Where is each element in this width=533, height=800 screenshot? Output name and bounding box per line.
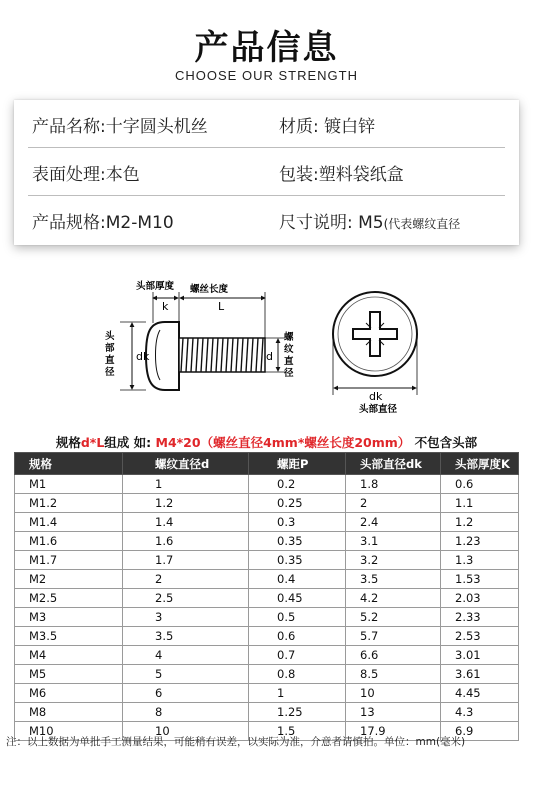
table-cell: 5.2 xyxy=(346,608,441,627)
table-cell: 0.2 xyxy=(249,475,346,494)
table-cell: 0.6 xyxy=(249,627,346,646)
table-cell: 3.5 xyxy=(346,570,441,589)
page-title: 产品信息 xyxy=(194,28,339,68)
table-cell: M2 xyxy=(15,570,123,589)
table-cell: 1.53 xyxy=(441,570,519,589)
table-cell: 1.1 xyxy=(441,494,519,513)
product-info-card xyxy=(14,100,519,245)
packaging: 包装:塑料袋纸盒 xyxy=(279,165,404,185)
table-row xyxy=(15,494,519,513)
table-cell: 6.6 xyxy=(346,646,441,665)
k-label: k xyxy=(162,300,169,313)
spec-caption xyxy=(0,433,533,451)
table-row xyxy=(15,475,519,494)
table-cell: 3.2 xyxy=(346,551,441,570)
col-header: 规格 xyxy=(15,453,123,475)
table-row xyxy=(15,570,519,589)
table-cell: 13 xyxy=(346,703,441,722)
col-header: 螺纹直径d xyxy=(123,453,249,475)
table-cell: 1.7 xyxy=(123,551,249,570)
table-cell: 3.01 xyxy=(441,646,519,665)
col-header: 头部直径dk xyxy=(346,453,441,475)
size-label: 尺寸说明: M5 xyxy=(279,213,384,233)
table-cell: M10 xyxy=(15,722,123,741)
table-cell: M1.7 xyxy=(15,551,123,570)
table-cell: 0.8 xyxy=(249,665,346,684)
table-cell: 0.3 xyxy=(249,513,346,532)
table-cell: 1.3 xyxy=(441,551,519,570)
spec-table xyxy=(14,452,519,741)
table-cell: 1 xyxy=(249,684,346,703)
table-cell: 6 xyxy=(123,684,249,703)
table-cell: 2 xyxy=(346,494,441,513)
caption-text: 组成 如: xyxy=(104,435,152,450)
caption-text: 不包含头部 xyxy=(414,435,478,450)
table-cell: 10 xyxy=(123,722,249,741)
head-diameter-vertical-label: 头 部 直 径 xyxy=(105,331,115,378)
size-description xyxy=(279,208,460,233)
table-cell: 1.25 xyxy=(249,703,346,722)
table-cell: M1 xyxy=(15,475,123,494)
L-label: L xyxy=(218,300,225,313)
table-cell: 8.5 xyxy=(346,665,441,684)
table-cell: M1.4 xyxy=(15,513,123,532)
table-cell: 1.5 xyxy=(249,722,346,741)
table-row xyxy=(15,627,519,646)
table-cell: 0.25 xyxy=(249,494,346,513)
thread-diameter-vertical-label: 螺 纹 直 径 xyxy=(284,332,294,379)
table-row xyxy=(15,703,519,722)
dk-bottom-label: dk xyxy=(369,390,383,403)
table-cell: M6 xyxy=(15,684,123,703)
thread-length-label: 螺丝长度 xyxy=(190,284,229,295)
table-cell: 2 xyxy=(123,570,249,589)
d-label: d xyxy=(266,350,273,363)
table-cell: 2.03 xyxy=(441,589,519,608)
table-cell: 1.6 xyxy=(123,532,249,551)
caption-text: 规格 xyxy=(55,435,81,450)
table-cell: 3.61 xyxy=(441,665,519,684)
table-cell: 3 xyxy=(123,608,249,627)
table-row xyxy=(15,551,519,570)
table-cell: M4 xyxy=(15,646,123,665)
dk-side-label: dk xyxy=(136,350,150,363)
table-row xyxy=(15,665,519,684)
info-row xyxy=(14,148,519,196)
table-cell: 1.23 xyxy=(441,532,519,551)
surface-finish: 表面处理:本色 xyxy=(32,165,140,185)
table-cell: 2.5 xyxy=(123,589,249,608)
product-material: 材质: 镀白锌 xyxy=(279,117,376,137)
col-header: 头部厚度K xyxy=(441,453,519,475)
table-cell: 0.5 xyxy=(249,608,346,627)
page-subtitle: CHOOSE OUR STRENGTH xyxy=(175,68,358,83)
table-cell: 0.7 xyxy=(249,646,346,665)
table-cell: 2.33 xyxy=(441,608,519,627)
table-cell: 1.4 xyxy=(123,513,249,532)
table-row xyxy=(15,646,519,665)
table-cell: M3.5 xyxy=(15,627,123,646)
table-body xyxy=(15,475,519,741)
head-diameter-label: 头部直径 xyxy=(359,404,398,415)
table-row xyxy=(15,608,519,627)
screw-head-top-view xyxy=(333,292,417,376)
info-row xyxy=(14,196,519,244)
screw-diagram xyxy=(0,270,533,430)
table-cell: 0.4 xyxy=(249,570,346,589)
table-cell: 1.2 xyxy=(441,513,519,532)
table-cell: 1 xyxy=(123,475,249,494)
head-thickness-label: 头部厚度 xyxy=(136,281,175,292)
table-cell: 17.9 xyxy=(346,722,441,741)
table-cell: 8 xyxy=(123,703,249,722)
table-cell: 4.2 xyxy=(346,589,441,608)
table-cell: 5.7 xyxy=(346,627,441,646)
table-cell: 3.1 xyxy=(346,532,441,551)
table-cell: 4.45 xyxy=(441,684,519,703)
table-cell: 0.35 xyxy=(249,551,346,570)
table-cell: M5 xyxy=(15,665,123,684)
table-cell: M1.6 xyxy=(15,532,123,551)
product-name: 产品名称:十字圆头机丝 xyxy=(32,117,208,137)
table-cell: 0.35 xyxy=(249,532,346,551)
table-cell: 4.3 xyxy=(441,703,519,722)
table-row xyxy=(15,589,519,608)
table-cell: 0.6 xyxy=(441,475,519,494)
table-row xyxy=(15,684,519,703)
table-cell: 6.9 xyxy=(441,722,519,741)
table-cell: 2.4 xyxy=(346,513,441,532)
table-header-row xyxy=(15,453,519,475)
table-cell: 4 xyxy=(123,646,249,665)
table-cell: M2.5 xyxy=(15,589,123,608)
product-spec: 产品规格:M2-M10 xyxy=(32,213,174,233)
caption-highlight: d*L xyxy=(80,435,105,450)
size-note: (代表螺纹直径 xyxy=(383,217,461,231)
caption-example: M4*20（螺丝直径4mm*螺丝长度20mm） xyxy=(155,435,411,450)
table-row xyxy=(15,513,519,532)
table-cell: 1.2 xyxy=(123,494,249,513)
table-cell: 3.5 xyxy=(123,627,249,646)
table-row xyxy=(15,532,519,551)
table-cell: 2.53 xyxy=(441,627,519,646)
table-cell: 1.8 xyxy=(346,475,441,494)
footnote: 注：以上数据为单批手工测量结果，可能稍有误差，以实际为准，介意者请慎拍。单位：mm(毫米) xyxy=(6,736,466,748)
table-cell: 0.45 xyxy=(249,589,346,608)
table-cell: M8 xyxy=(15,703,123,722)
col-header: 螺距P xyxy=(249,453,346,475)
table-cell: 10 xyxy=(346,684,441,703)
info-row xyxy=(14,100,519,148)
table-cell: M1.2 xyxy=(15,494,123,513)
table-cell: 5 xyxy=(123,665,249,684)
table-cell: M3 xyxy=(15,608,123,627)
